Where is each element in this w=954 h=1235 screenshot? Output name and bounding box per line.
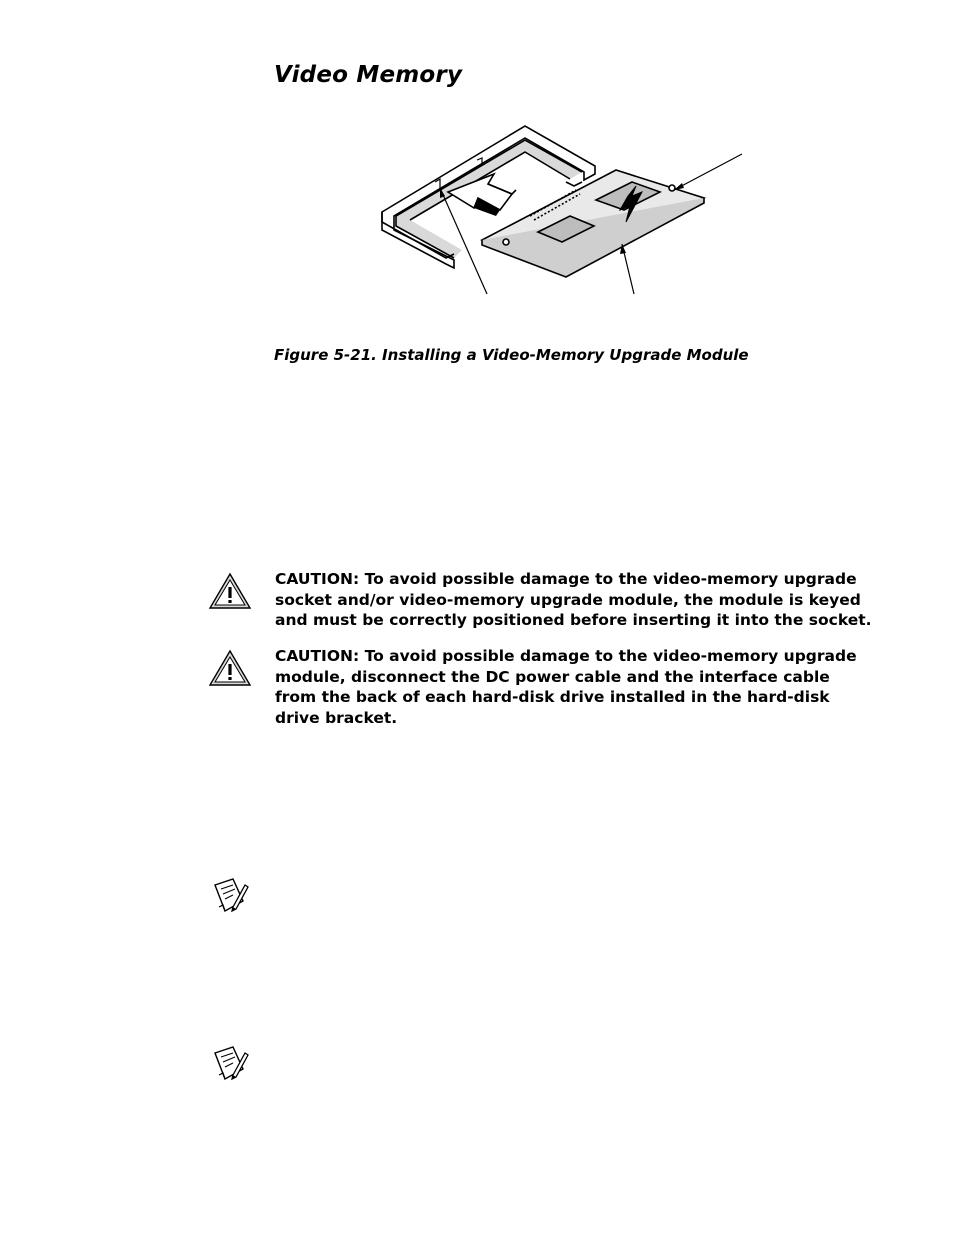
video-memory-illustration bbox=[370, 112, 760, 302]
note-icon bbox=[211, 877, 249, 915]
caution-icon bbox=[208, 572, 252, 612]
video-memory-figure bbox=[370, 112, 760, 302]
figure-caption: Figure 5-21. Installing a Video-Memory Upgrade Module bbox=[274, 346, 749, 364]
caution-text: CAUTION: To avoid possible damage to the video-memory upgrade socket and/or video-memory upgrade module, the module is keyed and must be correctly positioned before inserting it into the socket. bbox=[275, 570, 872, 629]
section-title: Video Memory bbox=[274, 62, 463, 88]
note-icon bbox=[211, 1045, 249, 1083]
caution-icon bbox=[208, 649, 252, 689]
caution-text: CAUTION: To avoid possible damage to the video-memory upgrade module, disconnect the DC power cable and the interface cable from the back of each hard-disk drive installed in the hard-disk drive bracket. bbox=[275, 647, 857, 727]
memory-module bbox=[482, 170, 704, 277]
